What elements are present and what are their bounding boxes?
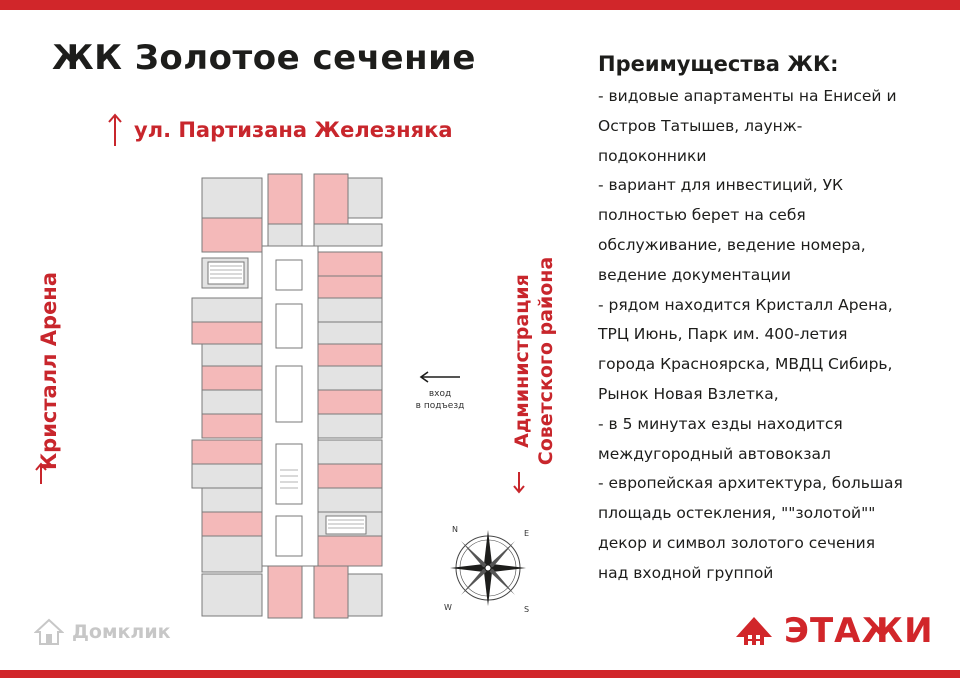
benefits-line: - рядом находится Кристалл Арена,: [598, 295, 893, 314]
benefits-line: Остров Татышев, лаунж-: [598, 116, 803, 135]
benefits-panel: [598, 52, 948, 589]
street-right-line: Администрация: [511, 274, 533, 448]
top-border: [0, 0, 960, 10]
entrance-marker: [400, 370, 480, 412]
etazhi-logo-icon: [734, 615, 774, 647]
compass-n: N: [452, 525, 458, 534]
page-title: ЖК Золотое сечение: [52, 38, 476, 78]
benefits-line: подоконники: [598, 146, 707, 165]
benefits-line: междугородный автовокзал: [598, 444, 831, 463]
domclick-house-icon: [34, 618, 64, 646]
etazhi-logo: [734, 611, 934, 651]
street-right-annotation: [500, 230, 568, 492]
benefits-line: - видовые апартаменты на Енисей и: [598, 87, 897, 105]
benefits-line: ведение документации: [598, 265, 791, 284]
arrow-down-icon: [512, 470, 526, 494]
arrow-up-icon: [108, 112, 122, 148]
benefits-line: над входной группой: [598, 563, 774, 582]
bottom-border: [0, 670, 960, 678]
benefits-line: - вариант для инвестиций, УК: [598, 176, 844, 195]
street-left-label: Кристалл Арена: [37, 272, 61, 470]
compass-s: S: [524, 605, 530, 614]
benefits-line: декор и символ золотого сечения: [598, 533, 876, 552]
compass-rose-icon: [438, 520, 538, 616]
arrow-left-icon: [418, 370, 462, 384]
floor-plan: [188, 170, 398, 622]
benefits-line: обслуживание, ведение номера,: [598, 235, 866, 254]
benefits-line: города Красноярска, МВДЦ Сибирь,: [598, 355, 893, 374]
watermark-text: Домклик: [72, 621, 171, 643]
logo-text: ЭТАЖИ: [784, 611, 934, 651]
arrow-up-icon: [34, 462, 48, 486]
compass-e: E: [524, 529, 530, 538]
street-top-label: ул. Партизана Железняка: [134, 118, 453, 142]
street-right-label: [510, 257, 558, 465]
street-top-annotation: [108, 112, 453, 148]
benefits-line: - в 5 минутах езды находится: [598, 414, 843, 433]
benefits-line: ТРЦ Июнь, Парк им. 400-летия: [598, 325, 848, 344]
street-left-annotation: [28, 255, 70, 487]
street-right-line: Советского района: [535, 256, 557, 466]
benefits-line: Рынок Новая Взлетка,: [598, 384, 779, 403]
benefits-line: - европейская архитектура, большая: [598, 474, 903, 493]
benefits-heading: Преимущества ЖК:: [598, 52, 839, 76]
benefits-list: [598, 82, 948, 589]
entrance-label: вход: [428, 389, 452, 399]
watermark: [34, 618, 171, 646]
benefits-line: площадь остекления, ""золотой"": [598, 504, 876, 523]
entrance-label: в подъезд: [415, 401, 465, 411]
benefits-line: полностью берет на себя: [598, 206, 806, 225]
compass-w: W: [444, 603, 452, 612]
